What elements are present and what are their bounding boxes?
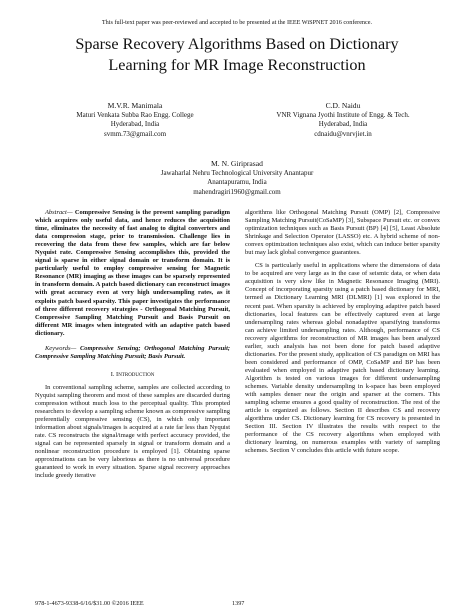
author-location: Hyderabad, India (110, 120, 160, 129)
page-number: 1397 (232, 600, 245, 607)
author-email[interactable]: mahendragiri1960@gmail.com (193, 187, 281, 196)
paragraph-recovery-algorithms: algorithms like Orthogonal Matching Pursuit (OMP) [2], Compressive Sampling Matching Pursuit(CoSaMP) [3], Subspace Pursuit etc. or convex optimization techniques such as Basis Pursuit (BP) [4] [5], Least Absolute Shrinkage and Selection Operator (LASSO) etc. A hybrid scheme of non-convex optimization techniques also exist, which can induce better sparsity but may lack global convergence guarantees. (245, 209, 440, 257)
conference-notice: This full-text paper was peer-reviewed and accepted to be presented at the IEEE WiSPNET 2016 conference. (101, 19, 373, 26)
keywords (35, 345, 230, 361)
author-affiliation: VNR Vignana Jyothi Institute of Engg. & Tech. (276, 111, 410, 119)
left-column (35, 209, 230, 480)
abstract-label: Abstract— (45, 209, 73, 216)
author-location: Anantapuramu, India (207, 178, 267, 187)
author-affiliation: Maturi Venkata Subba Rao Engg. College (76, 111, 194, 119)
copyright-footer: 978-1-4673-9338-6/16/$31.00 ©2016 IEEE (35, 600, 144, 607)
paper-title (20, 34, 454, 76)
author-email[interactable]: svmm.73@gmail.com (103, 129, 167, 138)
author-name: M. N. Giriprasad (211, 159, 263, 168)
author-name: C.D. Naidu (325, 101, 361, 110)
author-location: Hyderabad, India (318, 120, 368, 129)
keywords-text: Compressive Sensing; Orthogonal Matching Pursuit; Compressive Sampling Matching Pursuit; Basis Pursuit. (35, 344, 230, 360)
section-heading-introduction: I. Introduction (110, 370, 155, 378)
abstract (35, 209, 230, 338)
author-block-1 (60, 100, 210, 139)
abstract-text: Compressive Sensing is the present sampling paradigm which acquires only useful data, and hence reduces the acquisition time, eliminates the necessity of fast analog to digital converters and data compression stage, prior to transmission. Challenge lies in recovering the data from these few samples, which are far below Nyquist rate. Compressive Sensing accomplishes this, provided the signal is sparse in either signal domain or transform domain. It is particularly useful to employ compressive sensing for Magnetic Resonance (MR) imaging as these images can be sparsely represented in transform domain. A patch based dictionary can reconstruct images with great accuracy even at very high undersampling rates, as it exploits patch based sparsity. This paper investigates the performance of three different recovery strategies - Orthogonal Matching Pursuit, Compressive Sampling Matching Pursuit and Basis Pursuit on different MR images when integrated with an adaptive patch based dictionary. (35, 209, 230, 337)
paragraph-cs-applications: CS is particularly useful in applications where the dimensions of data to be acquired are very large as in the case of seismic data, or when data acquisition is very slow like in Magnetic Resonance Imaging (MRI). Concept of incorporating sparsity using a patch based dictionary for MRI, termed as Dictionary Learning MRI (DLMRI) [1] was explored in the recent past. When sparsity is achieved by employing adaptive patch based dictionaries, local features can be effectively captured even at large undersampling rates whereas global nonadaptive sparsifying transforms can achieve limited undersampling rates. Although, performance of CS recovery algorithms for reconstruction of MR images has been analyzed earlier, such analysis has not been done for patch based adaptive dictionaries. For the present study, application of CS paradigm on MRI has been considered and performance of OMP, CoSaMP and BP has been evaluated when employed in adaptive patch based dictionary learning. Algorithm is tested on various images for different undersampling schemes. Variable density undersampling in k-space has been employed with samples denser near the origin and sparser at the corners. This sampling scheme ensures a good quality of reconstruction. The rest of the article is organized as follows. Section II describes CS and recovery algorithms under CS. Dictionary learning for CS recovery is presented in Section III. Section IV illustrates the results with respect to the performance of the CS recovery algorithms when employed with dictionary learning, on numerous examples with variety of sampling schemes. Section V concludes this article with future scope. (245, 262, 440, 455)
keywords-label: Keywords— (45, 344, 77, 352)
author-affiliation: Jawaharlal Nehru Technological University Anantapur (160, 169, 314, 177)
title-line-1: Sparse Recovery Algorithms Based on Dictionary (75, 35, 399, 53)
author-block-3 (137, 158, 337, 197)
author-email[interactable]: cdnaidu@vnrvjiet.in (314, 129, 372, 138)
title-line-2: Learning for MR Image Reconstruction (108, 56, 366, 74)
author-block-2 (268, 100, 418, 139)
intro-paragraph: In conventional sampling scheme, samples are collected according to Nyquist sampling theorem and most of these samples are discarded during compression without much loss to the perceptual quality. This prompted researchers to develop a sampling scheme known as compressive sampling preferentially compressive sensing (CS), in which only important information about signals/images is acquired at a rate far less than Nyquist rate. CS reconstructs the signal/image with perfect accuracy provided, the signal can be represented sparsely in signal or transform domain and a nonlinear reconstruction procedure is employed [1]. Obtaining sparse approximations can be very laborious as there is no universal procedure guaranteed to work in every situation. Sparse signal recovery approaches include greedy iterative (35, 383, 230, 480)
author-name: M.V.R. Manimala (107, 101, 163, 110)
right-column (245, 209, 440, 455)
